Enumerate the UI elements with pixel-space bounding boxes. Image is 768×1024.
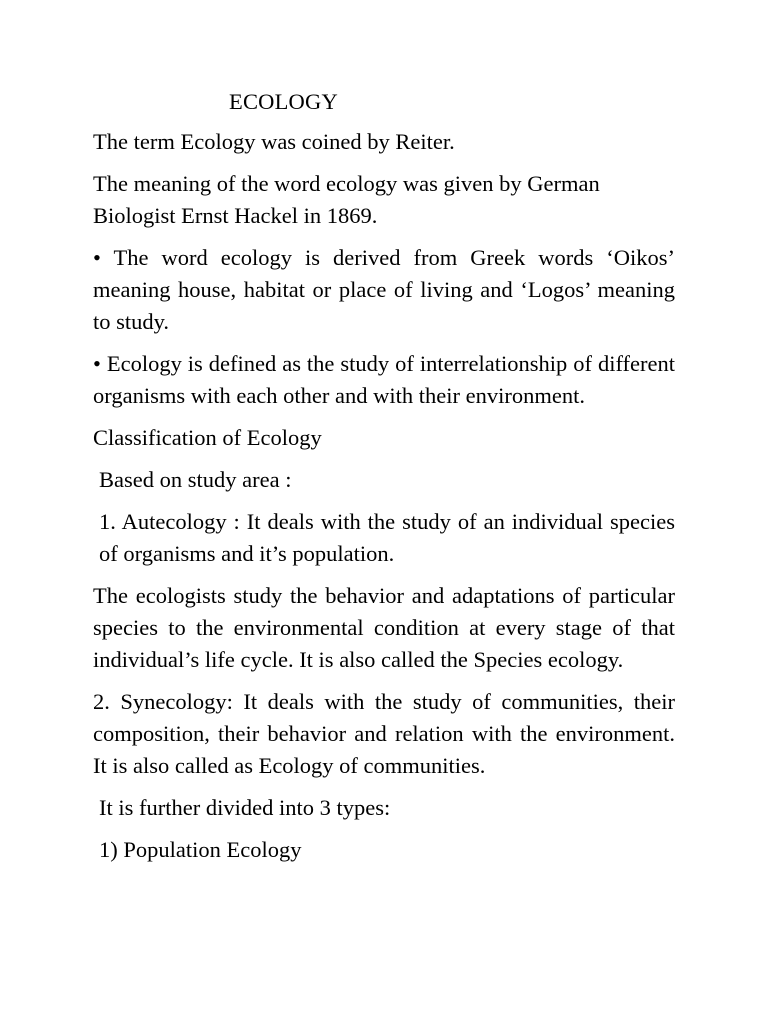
list-item-population-ecology: 1) Population Ecology bbox=[99, 837, 302, 862]
page-title: ECOLOGY bbox=[229, 89, 338, 114]
paragraph-species-ecology: The ecologists study the behavior and adaptations of particular species to the environmental condition at every stage of that individual’s life cycle. It is also called the Species ecology. bbox=[93, 583, 675, 672]
bullet-derivation: • The word ecology is derived from Greek words ‘Oikos’ meaning house, habitat or place of living and ‘Logos’ meaning to study. bbox=[93, 245, 675, 334]
subheading-study-area: Based on study area : bbox=[99, 467, 292, 492]
paragraph-term-coined: The term Ecology was coined by Reiter. bbox=[93, 129, 455, 154]
document-body bbox=[93, 86, 675, 876]
section-heading-classification: Classification of Ecology bbox=[93, 425, 322, 450]
item-autecology: 1. Autecology : It deals with the study of an individual species of organisms and it’s population. bbox=[99, 509, 675, 566]
paragraph-meaning-given: The meaning of the word ecology was given by German Biologist Ernst Hackel in 1869. bbox=[93, 171, 600, 228]
bullet-definition: • Ecology is defined as the study of interrelationship of different organisms with each other and with their environment. bbox=[93, 351, 675, 408]
item-synecology: 2. Synecology: It deals with the study of communities, their composition, their behavior and relation with the environment. It is also called as Ecology of communities. bbox=[93, 689, 675, 778]
paragraph-further-divided: It is further divided into 3 types: bbox=[99, 795, 391, 820]
